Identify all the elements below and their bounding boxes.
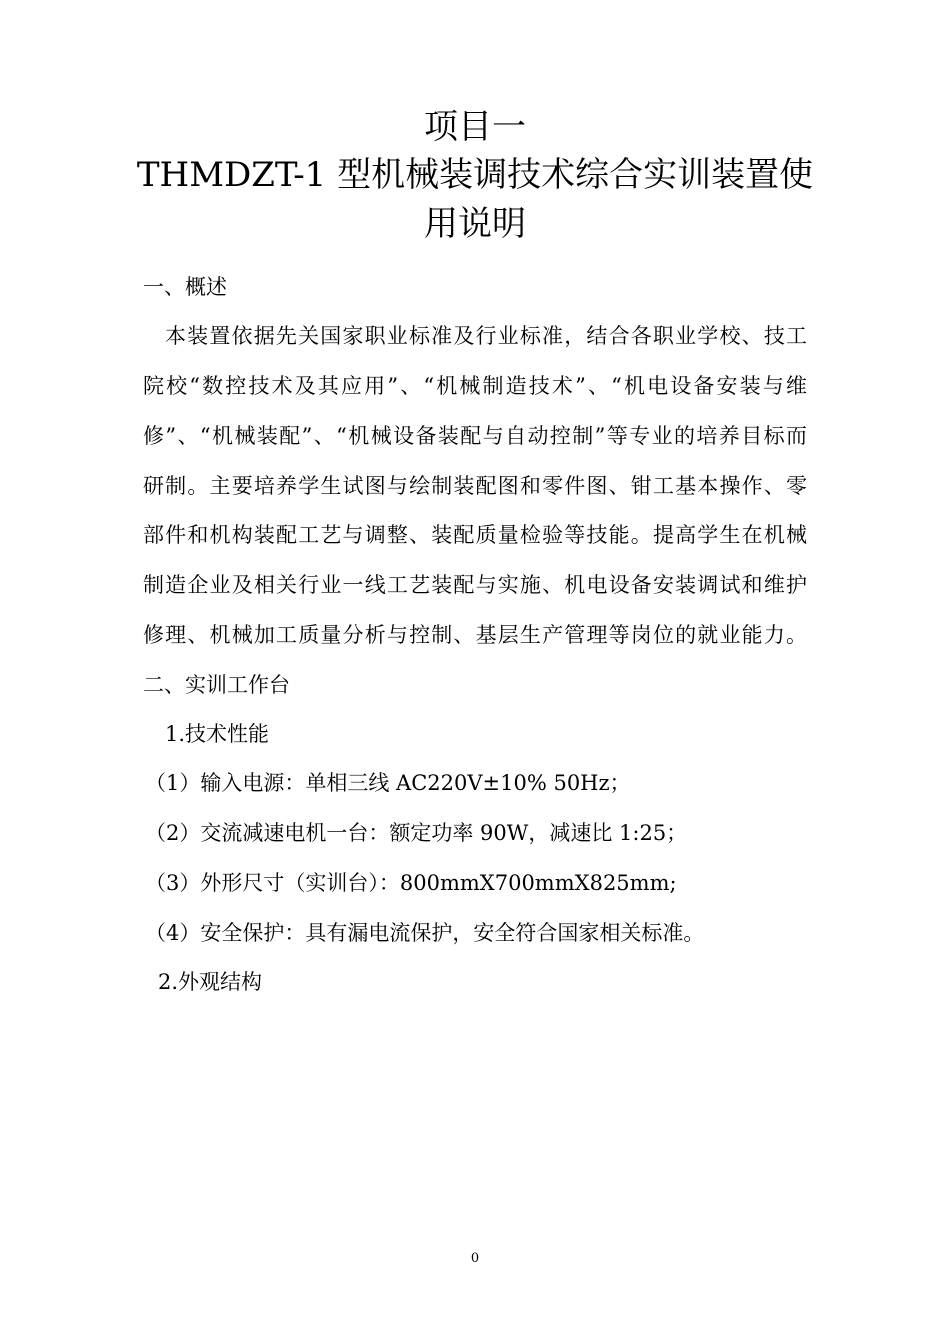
paragraph-line-6: 制造企业及相关行业一线工艺装配与实施、机电设备安装调试和维护 [143, 573, 807, 597]
title-line-1: 项目一 [424, 107, 526, 147]
title-line-3: 用说明 [424, 204, 526, 244]
spec-item-1: （1）输入电源：单相三线 AC220V±10% 50Hz； [145, 771, 631, 795]
subheading-appearance-structure: 2.外观结构 [158, 970, 263, 994]
paragraph-line-2: 院校“数控技术及其应用”、“机械制造技术”、“机电设备安装与维 [143, 374, 807, 398]
section-heading-workbench: 二、实训工作台 [143, 673, 290, 697]
section-heading-overview: 一、概述 [143, 275, 227, 299]
spec-item-2: （2）交流减速电机一台：额定功率 90W，减速比 1:25； [145, 821, 688, 845]
paragraph-line-5: 部件和机构装配工艺与调整、装配质量检验等技能。提高学生在机械 [143, 523, 807, 547]
paragraph-line-4: 研制。主要培养学生试图与绘制装配图和零件图、钳工基本操作、零 [143, 474, 807, 498]
title-line-2: THMDZT-1 型机械装调技术综合实训装置使 [136, 155, 814, 195]
page-number: 0 [470, 1251, 480, 1266]
subheading-technical-performance: 1.技术性能 [165, 722, 270, 746]
spec-item-4: （4）安全保护：具有漏电流保护，安全符合国家相关标准。 [145, 921, 705, 945]
paragraph-line-7: 修理、机械加工质量分析与控制、基层生产管理等岗位的就业能力。 [143, 623, 807, 647]
paragraph-line-1: 本装置依据先关国家职业标准及行业标准，结合各职业学校、技工 [165, 324, 807, 348]
spec-item-3: （3）外形尺寸（实训台）：800mmX700mmX825mm; [145, 871, 677, 895]
paragraph-line-3: 修”、“机械装配”、“机械设备装配与自动控制”等专业的培养目标而 [143, 424, 807, 448]
